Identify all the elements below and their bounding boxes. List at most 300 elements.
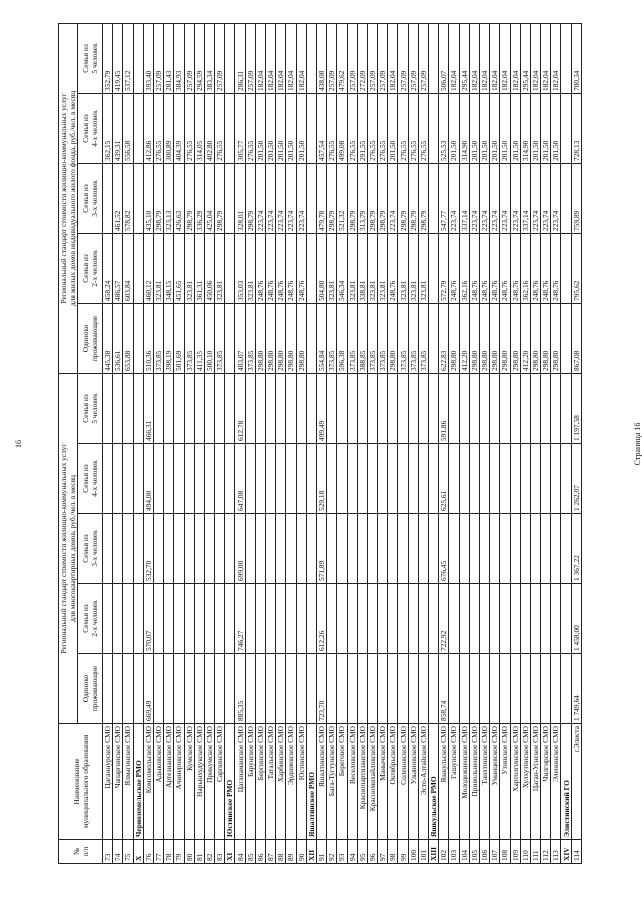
row-number: XI bbox=[225, 840, 235, 864]
row-value: 257,09 bbox=[398, 23, 408, 93]
row-value: 460,12 bbox=[143, 233, 153, 303]
row-value bbox=[103, 654, 113, 724]
row-value bbox=[123, 514, 133, 584]
table-row bbox=[286, 23, 296, 863]
row-value bbox=[541, 654, 551, 724]
row-value: 373,85 bbox=[245, 303, 255, 373]
row-value bbox=[418, 514, 428, 584]
row-value: 700,34 bbox=[571, 23, 581, 93]
row-number: 112 bbox=[541, 840, 551, 864]
row-value bbox=[255, 654, 265, 724]
table-row bbox=[245, 23, 255, 863]
row-number: XII bbox=[306, 840, 316, 864]
row-value: 403,07 bbox=[235, 303, 245, 373]
row-value bbox=[337, 514, 347, 584]
row-value: 305,77 bbox=[235, 93, 245, 163]
row-value: 499,49 bbox=[316, 373, 326, 443]
row-value bbox=[367, 514, 377, 584]
row-value bbox=[510, 444, 520, 514]
row-value bbox=[133, 93, 143, 163]
row-value bbox=[520, 654, 530, 724]
row-value: 298,80 bbox=[266, 303, 276, 373]
row-municipality: Манычское СМО bbox=[378, 724, 388, 840]
row-value: 373,85 bbox=[215, 303, 225, 373]
row-value bbox=[133, 584, 143, 654]
row-value: 182,04 bbox=[541, 23, 551, 93]
row-value bbox=[225, 93, 235, 163]
table-row bbox=[316, 23, 326, 863]
row-value bbox=[215, 514, 225, 584]
row-value: 257,09 bbox=[184, 23, 194, 93]
row-value: 257,09 bbox=[408, 23, 418, 93]
row-value bbox=[123, 654, 133, 724]
table-row bbox=[194, 23, 204, 863]
row-value bbox=[306, 444, 316, 514]
table-row bbox=[551, 23, 561, 863]
row-number: 86 bbox=[255, 840, 265, 864]
row-value bbox=[551, 444, 561, 514]
row-value bbox=[347, 584, 357, 654]
row-value: 248,76 bbox=[449, 233, 459, 303]
row-value: 298,79 bbox=[245, 163, 255, 233]
row-value: 223,74 bbox=[490, 163, 500, 233]
row-value: 298,80 bbox=[388, 303, 398, 373]
row-value bbox=[378, 444, 388, 514]
row-value: 248,76 bbox=[500, 233, 510, 303]
row-value: 182,04 bbox=[479, 23, 489, 93]
row-value bbox=[398, 584, 408, 654]
row-value: 257,09 bbox=[347, 23, 357, 93]
table-group-row bbox=[306, 23, 316, 863]
row-value bbox=[398, 373, 408, 443]
row-value: 295,44 bbox=[520, 23, 530, 93]
row-value bbox=[194, 444, 204, 514]
row-value: 506,07 bbox=[439, 23, 449, 93]
row-value: 362,16 bbox=[520, 233, 530, 303]
row-value bbox=[174, 514, 184, 584]
row-municipality: г.Элиста bbox=[571, 724, 581, 840]
row-municipality: Привольненское СМО bbox=[469, 724, 479, 840]
row-value: 323,81 bbox=[327, 233, 337, 303]
table-row bbox=[103, 23, 113, 863]
row-value bbox=[306, 233, 316, 303]
row-value: 286,31 bbox=[235, 23, 245, 93]
row-value: 746,27 bbox=[235, 584, 245, 654]
row-value bbox=[408, 444, 418, 514]
row-value bbox=[327, 514, 337, 584]
table-row bbox=[500, 23, 510, 863]
row-value: 323,81 bbox=[378, 233, 388, 303]
row-value: 362,16 bbox=[459, 233, 469, 303]
row-value bbox=[225, 373, 235, 443]
row-value: 182,04 bbox=[490, 23, 500, 93]
row-number: 85 bbox=[245, 840, 255, 864]
row-number: 78 bbox=[164, 840, 174, 864]
row-value bbox=[398, 514, 408, 584]
row-value: 323,81 bbox=[408, 233, 418, 303]
row-value: 248,76 bbox=[296, 233, 306, 303]
row-value: 257,09 bbox=[245, 23, 255, 93]
row-value bbox=[286, 584, 296, 654]
table-row bbox=[398, 23, 408, 863]
row-value: 182,04 bbox=[500, 23, 510, 93]
row-value: 298,80 bbox=[449, 303, 459, 373]
row-value bbox=[429, 584, 439, 654]
row-value bbox=[459, 584, 469, 654]
row-value: 314,90 bbox=[520, 93, 530, 163]
row-value bbox=[479, 654, 489, 724]
row-value bbox=[418, 444, 428, 514]
row-value bbox=[500, 584, 510, 654]
row-value: 323,81 bbox=[245, 233, 255, 303]
row-number: 102 bbox=[439, 840, 449, 864]
row-value: 248,76 bbox=[530, 233, 540, 303]
row-value: 348,15 bbox=[164, 233, 174, 303]
row-value: 571,89 bbox=[316, 514, 326, 584]
row-value bbox=[153, 444, 163, 514]
row-value bbox=[337, 373, 347, 443]
row-value: 298,80 bbox=[255, 303, 265, 373]
row-municipality: Береговое СМО bbox=[337, 724, 347, 840]
row-value: 323,81 bbox=[184, 233, 194, 303]
row-value: 298,79 bbox=[408, 163, 418, 233]
row-value: 248,76 bbox=[388, 233, 398, 303]
row-municipality: Хулхутинское СМО bbox=[520, 724, 530, 840]
table-row bbox=[337, 23, 347, 863]
row-value: 501,69 bbox=[174, 303, 184, 373]
row-value bbox=[347, 654, 357, 724]
row-value: 458,24 bbox=[103, 233, 113, 303]
row-value bbox=[276, 514, 286, 584]
row-value: 201,50 bbox=[530, 93, 540, 163]
row-value: 1 749,64 bbox=[571, 654, 581, 724]
row-municipality: Красномихайловское СМО bbox=[367, 724, 377, 840]
row-municipality: Бергинское СМО bbox=[255, 724, 265, 840]
row-value bbox=[530, 514, 540, 584]
row-value bbox=[541, 444, 551, 514]
row-value: 201,50 bbox=[255, 93, 265, 163]
row-value: 298,79 bbox=[184, 163, 194, 233]
row-value: 1 458,00 bbox=[571, 584, 581, 654]
row-municipality: Комсомольское СМО bbox=[143, 724, 153, 840]
header-group-mkd: Региональный стандарт стоимости жилищно-коммунальных услуг для многоквартирных домов, руб./чел. в месяц bbox=[59, 373, 78, 723]
row-value: 182,04 bbox=[510, 23, 520, 93]
table-row bbox=[327, 23, 337, 863]
row-value bbox=[225, 23, 235, 93]
row-value: 276,55 bbox=[398, 93, 408, 163]
row-value bbox=[103, 163, 113, 233]
row-municipality: Молодежненское СМО bbox=[459, 724, 469, 840]
row-value bbox=[194, 373, 204, 443]
row-value: 257,09 bbox=[378, 23, 388, 93]
row-value: 298,80 bbox=[296, 303, 306, 373]
row-value bbox=[113, 654, 123, 724]
row-value: 362,15 bbox=[103, 93, 113, 163]
row-value: 699,00 bbox=[235, 514, 245, 584]
row-value: 596,38 bbox=[337, 303, 347, 373]
row-municipality: Ульяновское СМО bbox=[408, 724, 418, 840]
row-value: 298,80 bbox=[479, 303, 489, 373]
row-number: XIII bbox=[429, 840, 439, 864]
row-value bbox=[429, 373, 439, 443]
row-municipality: Черноземельское РМО bbox=[133, 724, 143, 840]
row-number: 77 bbox=[153, 840, 163, 864]
row-value bbox=[194, 654, 204, 724]
row-municipality: Эрдниевское СМО bbox=[286, 724, 296, 840]
row-value: 570,07 bbox=[143, 584, 153, 654]
row-value bbox=[164, 514, 174, 584]
row-value: 373,85 bbox=[378, 303, 388, 373]
row-value bbox=[123, 584, 133, 654]
row-value: 201,50 bbox=[276, 93, 286, 163]
row-value: 248,76 bbox=[541, 233, 551, 303]
table-row bbox=[530, 23, 540, 863]
row-value: 201,50 bbox=[388, 93, 398, 163]
row-value bbox=[367, 654, 377, 724]
row-value bbox=[408, 654, 418, 724]
row-value: 298,79 bbox=[367, 163, 377, 233]
row-number: 98 bbox=[388, 840, 398, 864]
header-sub-mkd-0: Одиноко проживающие bbox=[78, 654, 103, 724]
row-value bbox=[469, 444, 479, 514]
row-municipality: Барунское СМО bbox=[245, 724, 255, 840]
row-value bbox=[490, 654, 500, 724]
row-value bbox=[500, 514, 510, 584]
row-municipality: Танхтинское СМО bbox=[479, 724, 489, 840]
row-value bbox=[164, 584, 174, 654]
row-value: 612,26 bbox=[316, 584, 326, 654]
table-row bbox=[255, 23, 265, 863]
row-value bbox=[510, 514, 520, 584]
row-value: 300,89 bbox=[164, 93, 174, 163]
row-value: 276,55 bbox=[215, 93, 225, 163]
row-value: 795,62 bbox=[571, 233, 581, 303]
row-value bbox=[306, 654, 316, 724]
row-value bbox=[500, 444, 510, 514]
row-value: 182,04 bbox=[469, 23, 479, 93]
row-value: 412,20 bbox=[459, 303, 469, 373]
row-value: 295,44 bbox=[459, 23, 469, 93]
row-value bbox=[367, 584, 377, 654]
row-number: 76 bbox=[143, 840, 153, 864]
row-number: 80 bbox=[184, 840, 194, 864]
row-value bbox=[551, 654, 561, 724]
row-value bbox=[266, 584, 276, 654]
row-number: XIV bbox=[561, 840, 571, 864]
table-group-row bbox=[429, 23, 439, 863]
table-row bbox=[418, 23, 428, 863]
row-value bbox=[327, 373, 337, 443]
row-value: 425,04 bbox=[204, 163, 214, 233]
header-sub-izh-1: Семья из 2-х человек bbox=[78, 233, 103, 303]
row-value: 373,85 bbox=[408, 303, 418, 373]
row-value: 404,39 bbox=[174, 93, 184, 163]
header-sub-mkd-3: Семья из 4-х человек bbox=[78, 444, 103, 514]
row-value: 439,31 bbox=[113, 93, 123, 163]
row-municipality: Яшкульское СМО bbox=[439, 724, 449, 840]
row-value: 201,50 bbox=[510, 93, 520, 163]
row-value bbox=[520, 444, 530, 514]
table-row bbox=[215, 23, 225, 863]
row-value bbox=[103, 584, 113, 654]
row-value bbox=[133, 303, 143, 373]
row-value bbox=[347, 373, 357, 443]
row-number: 88 bbox=[276, 840, 286, 864]
table-row bbox=[276, 23, 286, 863]
row-number: 73 bbox=[103, 840, 113, 864]
row-value bbox=[459, 373, 469, 443]
row-value: 298,79 bbox=[327, 163, 337, 233]
table-row bbox=[184, 23, 194, 863]
row-value bbox=[388, 584, 398, 654]
row-value bbox=[561, 444, 571, 514]
row-value bbox=[551, 584, 561, 654]
row-value: 536,61 bbox=[113, 303, 123, 373]
row-value: 529,18 bbox=[316, 444, 326, 514]
row-value bbox=[174, 654, 184, 724]
row-municipality: Бага-Тугтунское СМО bbox=[327, 724, 337, 840]
row-value bbox=[337, 654, 347, 724]
row-value: 510,36 bbox=[143, 303, 153, 373]
row-value bbox=[418, 654, 428, 724]
row-municipality: Октябрьское СМО bbox=[388, 724, 398, 840]
row-value: 412,20 bbox=[520, 303, 530, 373]
table-row bbox=[164, 23, 174, 863]
row-value bbox=[551, 514, 561, 584]
row-value: 313,79 bbox=[357, 163, 367, 233]
row-value: 298,79 bbox=[153, 163, 163, 233]
row-number: 89 bbox=[286, 840, 296, 864]
row-value bbox=[153, 514, 163, 584]
row-value: 676,45 bbox=[439, 514, 449, 584]
row-value: 323,81 bbox=[398, 233, 408, 303]
row-value bbox=[245, 584, 255, 654]
row-value bbox=[103, 514, 113, 584]
header-sub-izh-4: Семья из 5 человек bbox=[78, 23, 103, 93]
row-value bbox=[286, 514, 296, 584]
row-value: 612,78 bbox=[235, 373, 245, 443]
row-municipality: Нарынхудукское СМО bbox=[194, 724, 204, 840]
table-row bbox=[520, 23, 530, 863]
row-value: 182,04 bbox=[296, 23, 306, 93]
row-municipality: Яшкульское РМО bbox=[429, 724, 439, 840]
row-value bbox=[429, 23, 439, 93]
row-value bbox=[113, 444, 123, 514]
row-value bbox=[561, 514, 571, 584]
row-value bbox=[561, 373, 571, 443]
row-value bbox=[306, 584, 316, 654]
row-value: 622,83 bbox=[439, 303, 449, 373]
row-value bbox=[245, 373, 255, 443]
row-value bbox=[561, 654, 571, 724]
row-value bbox=[276, 373, 286, 443]
row-value: 182,04 bbox=[276, 23, 286, 93]
row-value bbox=[174, 444, 184, 514]
row-value bbox=[541, 373, 551, 443]
row-municipality: Эленинское СМО bbox=[551, 724, 561, 840]
row-value: 537,12 bbox=[123, 23, 133, 93]
row-value: 223,74 bbox=[500, 163, 510, 233]
row-municipality: Цаган-Уснское СМО bbox=[530, 724, 540, 840]
row-value: 248,76 bbox=[286, 233, 296, 303]
row-value: 373,85 bbox=[418, 303, 428, 373]
table-row bbox=[479, 23, 489, 863]
row-value: 257,09 bbox=[215, 23, 225, 93]
row-value bbox=[561, 163, 571, 233]
row-value: 201,50 bbox=[479, 93, 489, 163]
header-group-izh: Региональный стандарт стоимости жилищно-коммунальных услуг для жилых домов индивидуального жилого фонда, руб./чел. в месяц bbox=[59, 23, 78, 373]
row-value: 361,31 bbox=[194, 233, 204, 303]
row-value: 182,04 bbox=[388, 23, 398, 93]
table-row bbox=[408, 23, 418, 863]
row-value: 201,50 bbox=[490, 93, 500, 163]
table-row bbox=[439, 23, 449, 863]
row-value: 223,74 bbox=[449, 163, 459, 233]
row-value bbox=[225, 233, 235, 303]
row-value: 486,57 bbox=[113, 233, 123, 303]
row-value bbox=[123, 373, 133, 443]
row-value: 546,34 bbox=[337, 233, 347, 303]
header-sub-mkd-2: Семья из 3-х человек bbox=[78, 514, 103, 584]
table-row bbox=[469, 23, 479, 863]
row-value bbox=[337, 584, 347, 654]
row-value bbox=[184, 654, 194, 724]
row-value: 182,04 bbox=[266, 23, 276, 93]
row-number: 93 bbox=[337, 840, 347, 864]
row-value bbox=[429, 444, 439, 514]
row-value bbox=[357, 654, 367, 724]
row-value bbox=[174, 373, 184, 443]
row-number: 75 bbox=[123, 840, 133, 864]
row-value bbox=[388, 514, 398, 584]
row-number: 99 bbox=[398, 840, 408, 864]
row-value bbox=[561, 303, 571, 373]
row-value bbox=[479, 444, 489, 514]
row-value: 276,55 bbox=[245, 93, 255, 163]
row-value bbox=[490, 514, 500, 584]
table-row bbox=[571, 23, 581, 863]
row-number: 104 bbox=[459, 840, 469, 864]
row-value: 276,55 bbox=[367, 93, 377, 163]
row-value bbox=[449, 373, 459, 443]
row-value bbox=[449, 584, 459, 654]
row-municipality: Веселовское СМО bbox=[347, 724, 357, 840]
row-value bbox=[225, 514, 235, 584]
table-row bbox=[367, 23, 377, 863]
row-value: 276,55 bbox=[327, 93, 337, 163]
row-value: 373,85 bbox=[347, 303, 357, 373]
row-value: 323,13 bbox=[164, 163, 174, 233]
table-row bbox=[541, 23, 551, 863]
row-value: 223,74 bbox=[296, 163, 306, 233]
table-row bbox=[490, 23, 500, 863]
row-municipality: Яшалтинское РМО bbox=[306, 724, 316, 840]
row-value bbox=[296, 654, 306, 724]
row-number: 107 bbox=[490, 840, 500, 864]
row-value: 547,77 bbox=[439, 163, 449, 233]
row-value bbox=[164, 654, 174, 724]
row-value: 451,65 bbox=[174, 233, 184, 303]
row-municipality: Краснопартизанское СМО bbox=[357, 724, 367, 840]
table-group-row bbox=[225, 23, 235, 863]
row-value: 298,80 bbox=[530, 303, 540, 373]
row-value: 223,74 bbox=[551, 163, 561, 233]
row-number: 101 bbox=[418, 840, 428, 864]
row-value bbox=[530, 654, 540, 724]
row-value bbox=[520, 514, 530, 584]
row-value bbox=[459, 654, 469, 724]
row-value bbox=[133, 163, 143, 233]
